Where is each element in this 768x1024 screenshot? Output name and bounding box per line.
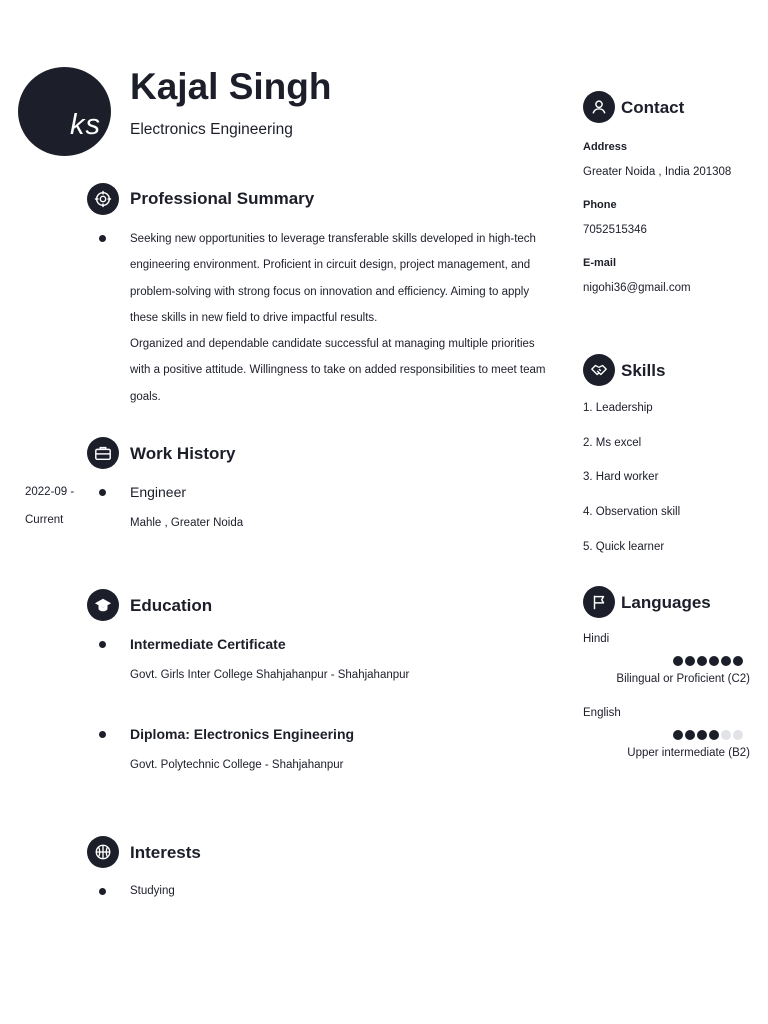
skill-item-3: 3. Hard worker — [583, 471, 659, 483]
summary-bullet — [99, 235, 106, 242]
phone-value: 7052515346 — [583, 224, 647, 236]
language-level-1: Bilingual or Proficient (C2) — [616, 673, 750, 685]
interest-bullet — [99, 888, 106, 895]
rating-dot-filled — [709, 730, 719, 740]
summary-heading: Professional Summary — [130, 189, 315, 208]
phone-label: Phone — [583, 199, 617, 211]
work-history-heading: Work History — [130, 444, 236, 463]
job-date-end: Current — [25, 514, 64, 526]
email-label: E-mail — [583, 257, 617, 269]
language-level-2: Upper intermediate (B2) — [627, 747, 750, 759]
rating-dot-filled — [685, 730, 695, 740]
rating-dot-filled — [673, 730, 683, 740]
flag-icon — [583, 586, 615, 618]
candidate-title: Electronics Engineering — [130, 121, 293, 138]
basketball-icon — [87, 836, 119, 868]
language-rating-2 — [673, 730, 743, 740]
job-role: Engineer — [130, 484, 187, 500]
rating-dot-filled — [709, 656, 719, 666]
contact-heading: Contact — [621, 98, 685, 117]
summary-paragraph-2: Organized and dependable candidate successful at managing multiple priorities with a positive attitude. Willingness to take on added responsibilities to meet team goals. — [130, 338, 546, 403]
interest-item: Studying — [130, 885, 175, 897]
job-date-start: 2022-09 - — [25, 486, 75, 498]
candidate-name: Kajal Singh — [130, 66, 332, 107]
education-title-1: Intermediate Certificate — [130, 636, 286, 652]
education-bullet-2 — [99, 731, 106, 738]
avatar-initials: ks — [70, 109, 101, 141]
summary-paragraph-1: Seeking new opportunities to leverage transferable skills developed in high-tech engineering environment. Proficient in circuit design, project management, and problem-solving with strong focus on innovation and efficiency. Aiming to apply these skills in new field to drive impactful results. — [130, 233, 536, 324]
rating-dot-filled — [697, 730, 707, 740]
job-bullet — [99, 489, 106, 496]
skill-item-5: 5. Quick learner — [583, 541, 665, 553]
rating-dot-empty — [733, 730, 743, 740]
education-bullet-1 — [99, 641, 106, 648]
handshake-icon — [583, 354, 615, 386]
education-title-2: Diploma: Electronics Engineering — [130, 726, 355, 742]
skill-item-2: 2. Ms excel — [583, 437, 642, 449]
rating-dot-empty — [721, 730, 731, 740]
graduation-cap-icon — [87, 589, 119, 621]
rating-dot-filled — [673, 656, 683, 666]
language-name-1: Hindi — [583, 633, 610, 645]
rating-dot-filled — [733, 656, 743, 666]
education-heading: Education — [130, 596, 213, 615]
language-rating-1 — [673, 656, 743, 666]
education-institution-2: Govt. Polytechnic College - Shahjahanpur — [130, 759, 344, 771]
rating-dot-filled — [721, 656, 731, 666]
skill-item-4: 4. Observation skill — [583, 506, 681, 518]
education-institution-1: Govt. Girls Inter College Shahjahanpur - Shahjahanpur — [130, 669, 410, 681]
language-name-2: English — [583, 707, 621, 719]
avatar — [18, 67, 111, 156]
job-company: Mahle , Greater Noida — [130, 517, 244, 529]
address-value: Greater Noida , India 201308 — [583, 166, 732, 178]
skill-item-1: 1. Leadership — [583, 402, 653, 414]
email-value: nigohi36@gmail.com — [583, 282, 691, 294]
languages-heading: Languages — [621, 593, 711, 612]
user-icon — [583, 91, 615, 123]
rating-dot-filled — [685, 656, 695, 666]
target-icon — [87, 183, 119, 215]
briefcase-icon — [87, 437, 119, 469]
address-label: Address — [583, 141, 628, 153]
interests-heading: Interests — [130, 843, 201, 862]
skills-heading: Skills — [621, 361, 666, 380]
summary-text — [130, 226, 555, 410]
rating-dot-filled — [697, 656, 707, 666]
